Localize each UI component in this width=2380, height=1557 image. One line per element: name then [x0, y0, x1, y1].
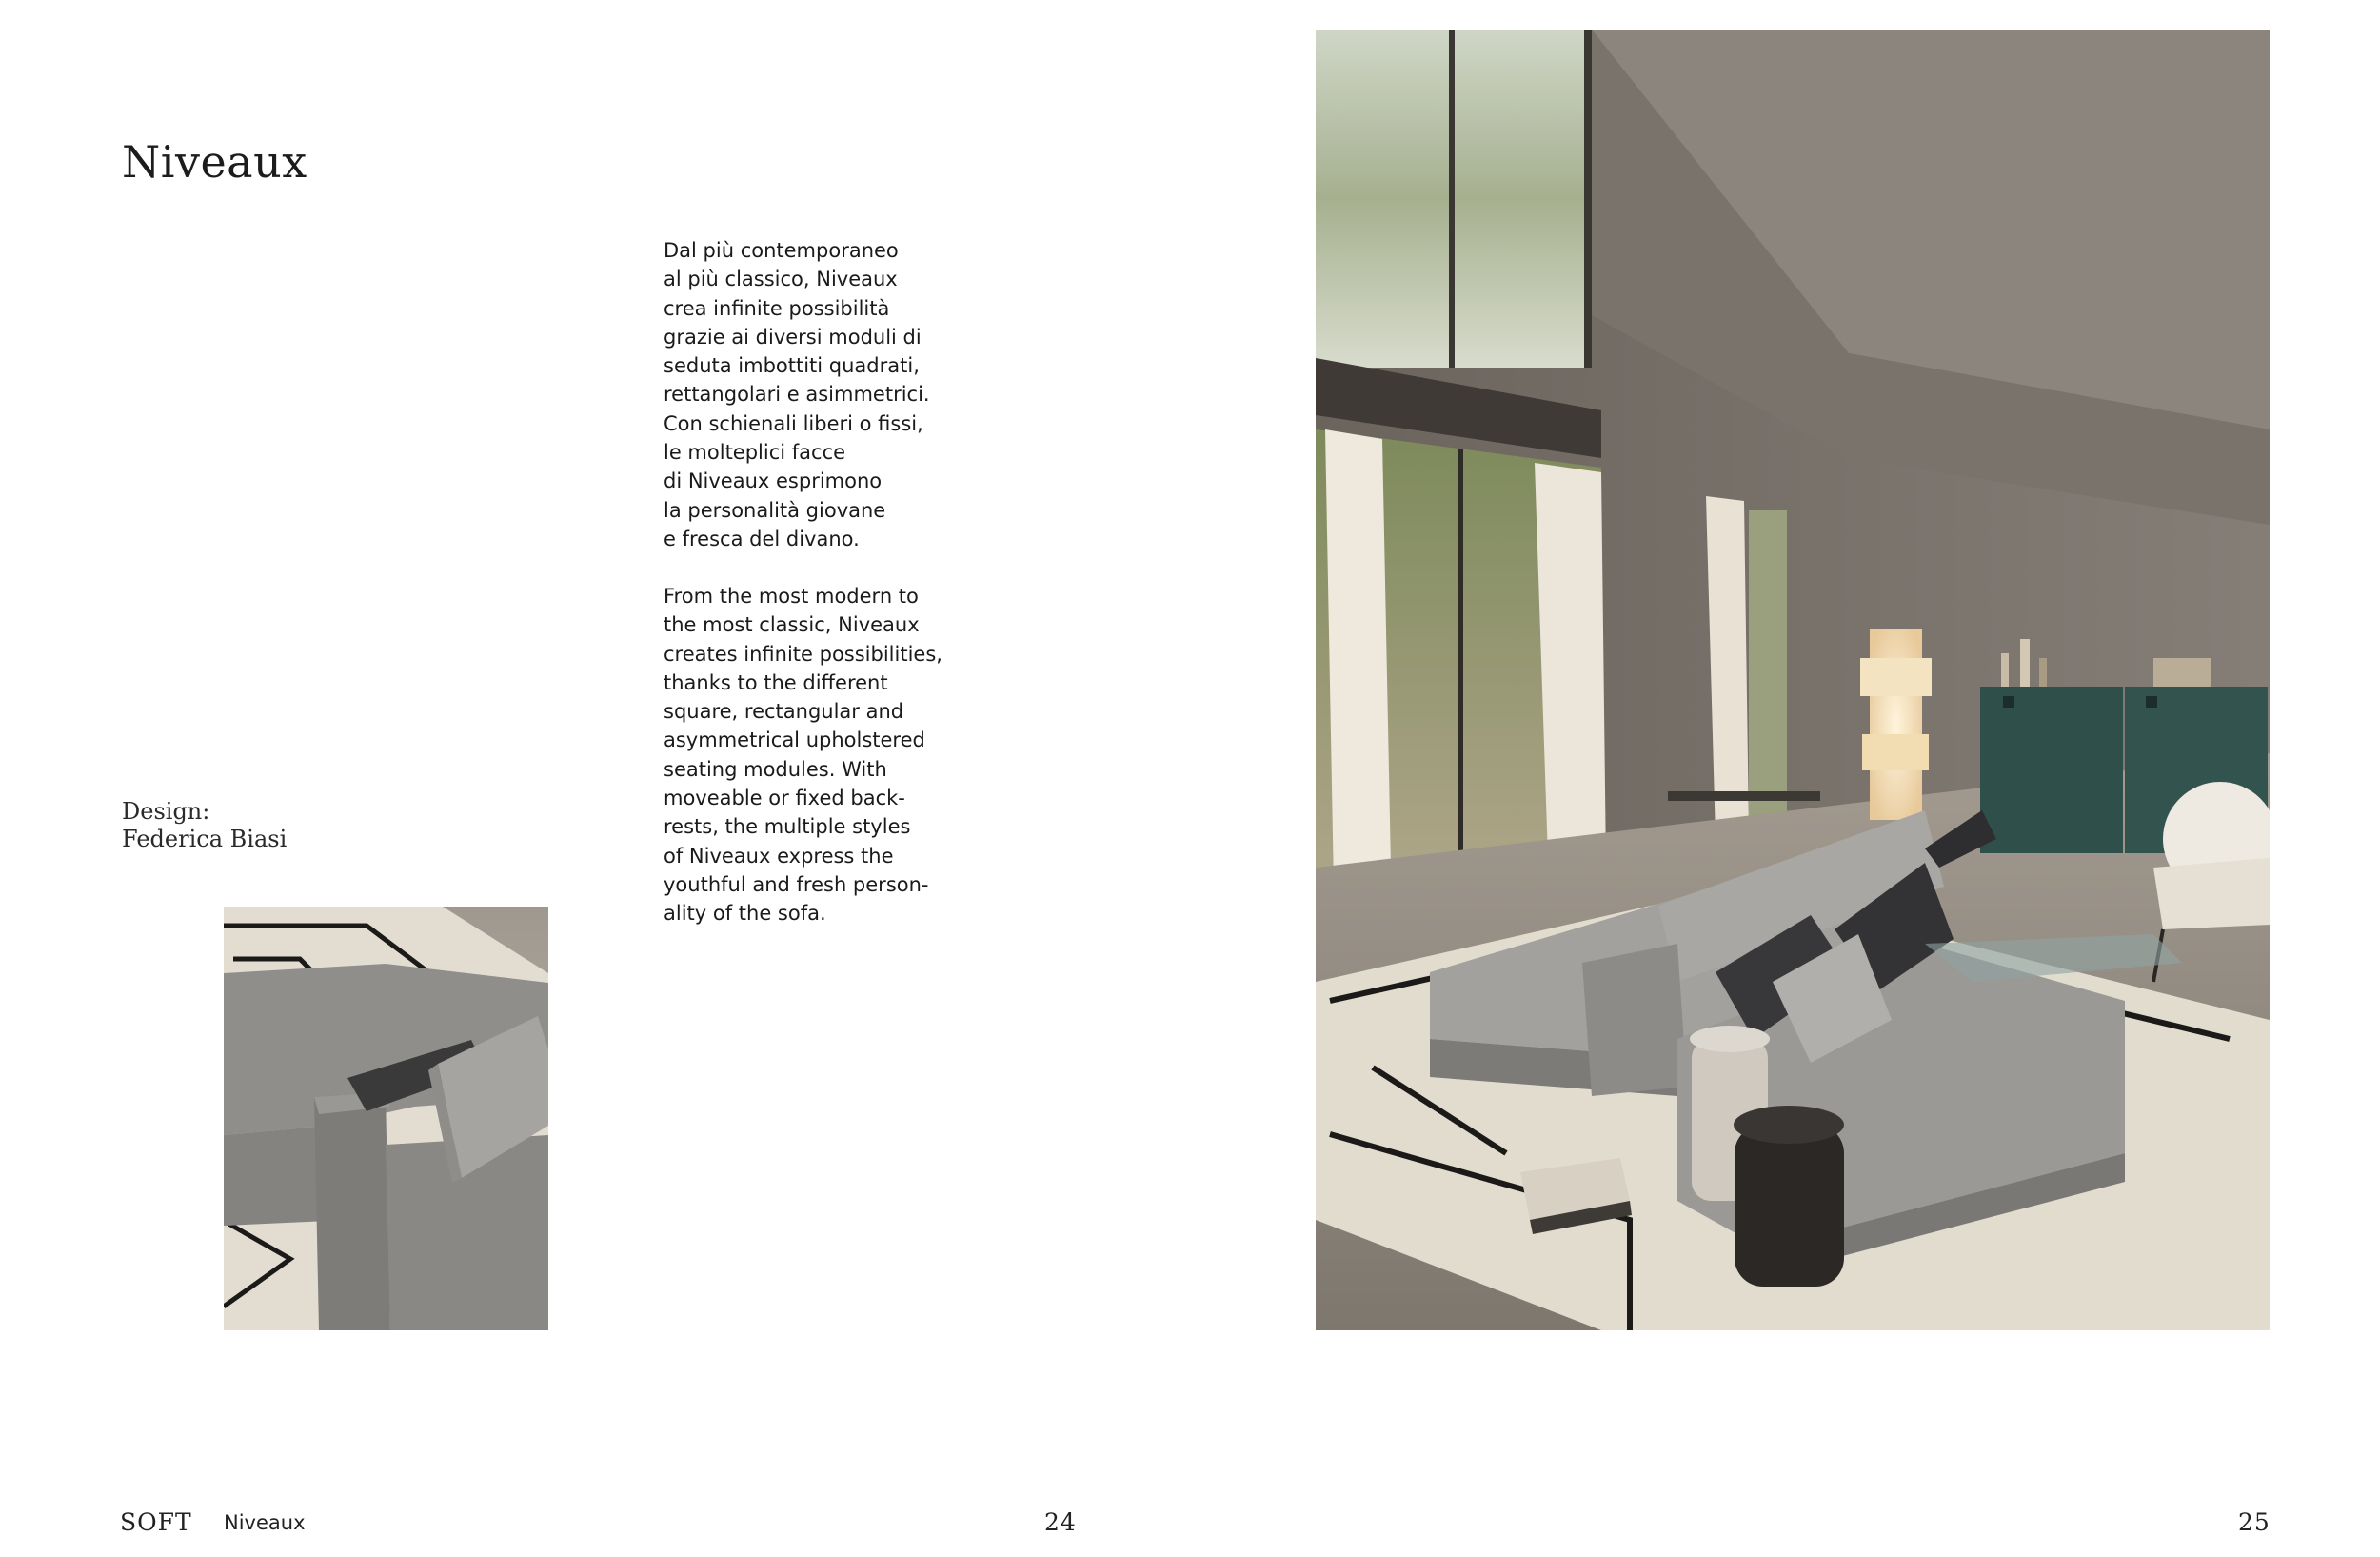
designer-label: Design:: [122, 798, 210, 825]
designer-credit: [122, 798, 287, 853]
detail-photo: [224, 907, 548, 1330]
page-number-right: 25: [2238, 1508, 2271, 1536]
designer-name: Federica Biasi: [122, 826, 288, 852]
interior-photo-illustration: [1316, 30, 2270, 1330]
description-italian: Dal più contemporaneo al più classico, Niveaux crea infinite possibilità grazie ai diversi moduli di seduta imbottiti quadrati, rettangolari e asimmetrici. Con schienali liberi o fissi, le molteplici facce di Niveaux esprimono la personalità giovane e fresca del divano.: [664, 239, 930, 550]
footer-section-name: Niveaux: [224, 1511, 306, 1534]
footer-brand: SOFT: [120, 1508, 192, 1536]
interior-photo: [1316, 30, 2270, 1330]
page-number-left: 24: [1044, 1508, 1077, 1536]
page-title: Niveaux: [122, 135, 307, 188]
description-english: From the most modern to the most classic, Niveaux creates infinite possibilities, thanks to the different square, rectangular and asymmetrical upholstered seating modules. With moveable or fixed back- rests, the multiple styles of Niveaux express the youthful and fresh person- ality of the sofa.: [664, 585, 942, 926]
detail-photo-illustration: [224, 907, 548, 1330]
